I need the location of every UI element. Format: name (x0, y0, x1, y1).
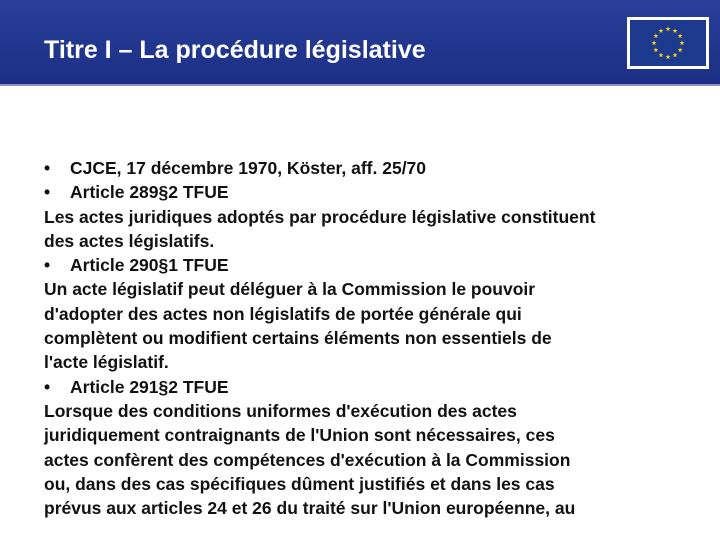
eu-flag-icon (627, 17, 709, 69)
line-text: des actes législatifs. (44, 230, 215, 251)
line-text: Les actes juridiques adoptés par procédure législative constituent (44, 206, 596, 227)
star-icon (678, 33, 683, 38)
body-text-line (44, 302, 694, 326)
star-icon (653, 33, 658, 38)
star-icon (673, 28, 678, 33)
bullet-item (44, 156, 694, 180)
body-text-line (44, 423, 694, 447)
bullet-item (44, 253, 694, 277)
body-text-line (44, 326, 694, 350)
slide-title: Titre I – La procédure législative (44, 36, 426, 64)
star-icon (673, 53, 678, 58)
star-icon (659, 53, 664, 58)
line-text: l'acte législatif. (44, 352, 169, 373)
body-text-line (44, 448, 694, 472)
line-text: CJCE, 17 décembre 1970, Köster, aff. 25/70 (70, 158, 427, 178)
line-text: Article 289§2 TFUE (70, 182, 229, 203)
eu-stars-circle (630, 20, 706, 66)
star-icon (680, 40, 685, 45)
body-text-line (44, 350, 694, 374)
title-bar (0, 0, 720, 84)
line-text: Article 291§2 TFUE (70, 376, 229, 397)
title-divider (0, 84, 720, 86)
body-text-line (44, 277, 694, 301)
line-text: Lorsque des conditions uniformes d'exécution des actes (44, 400, 517, 421)
slide-body (44, 156, 694, 520)
line-text: complètent ou modifient certains éléments non essentiels de (44, 328, 552, 349)
line-text: Article 290§1 TFUE (70, 255, 229, 276)
bullet-marker: • (44, 182, 51, 203)
body-text-line (44, 229, 694, 253)
bullet-item (44, 375, 694, 399)
star-icon (678, 47, 683, 52)
body-text-line (44, 205, 694, 229)
star-icon (659, 28, 664, 33)
line-text: ou, dans des cas spécifiques dûment justifiés et dans les cas (44, 473, 555, 494)
bullet-marker: • (44, 376, 51, 397)
star-icon (666, 26, 671, 31)
star-icon (652, 40, 657, 45)
line-text: Un acte législatif peut déléguer à la Commission le pouvoir (44, 279, 536, 300)
body-text-line (44, 399, 694, 423)
line-text: juridiquement contraignants de l'Union sont nécessaires, ces (44, 425, 555, 446)
bullet-marker: • (44, 158, 51, 178)
star-icon (653, 47, 658, 52)
line-text: d'adopter des actes non législatifs de portée générale qui (44, 303, 522, 324)
bullet-item (44, 180, 694, 204)
eu-flag-field (630, 20, 706, 66)
line-text: prévus aux articles 24 et 26 du traité sur l'Union européenne, au (44, 498, 576, 519)
line-text: actes confèrent des compétences d'exécution à la Commission (44, 449, 571, 470)
star-icon (666, 54, 671, 59)
body-text-line (44, 496, 694, 520)
body-text-line (44, 472, 694, 496)
bullet-marker: • (44, 255, 51, 276)
